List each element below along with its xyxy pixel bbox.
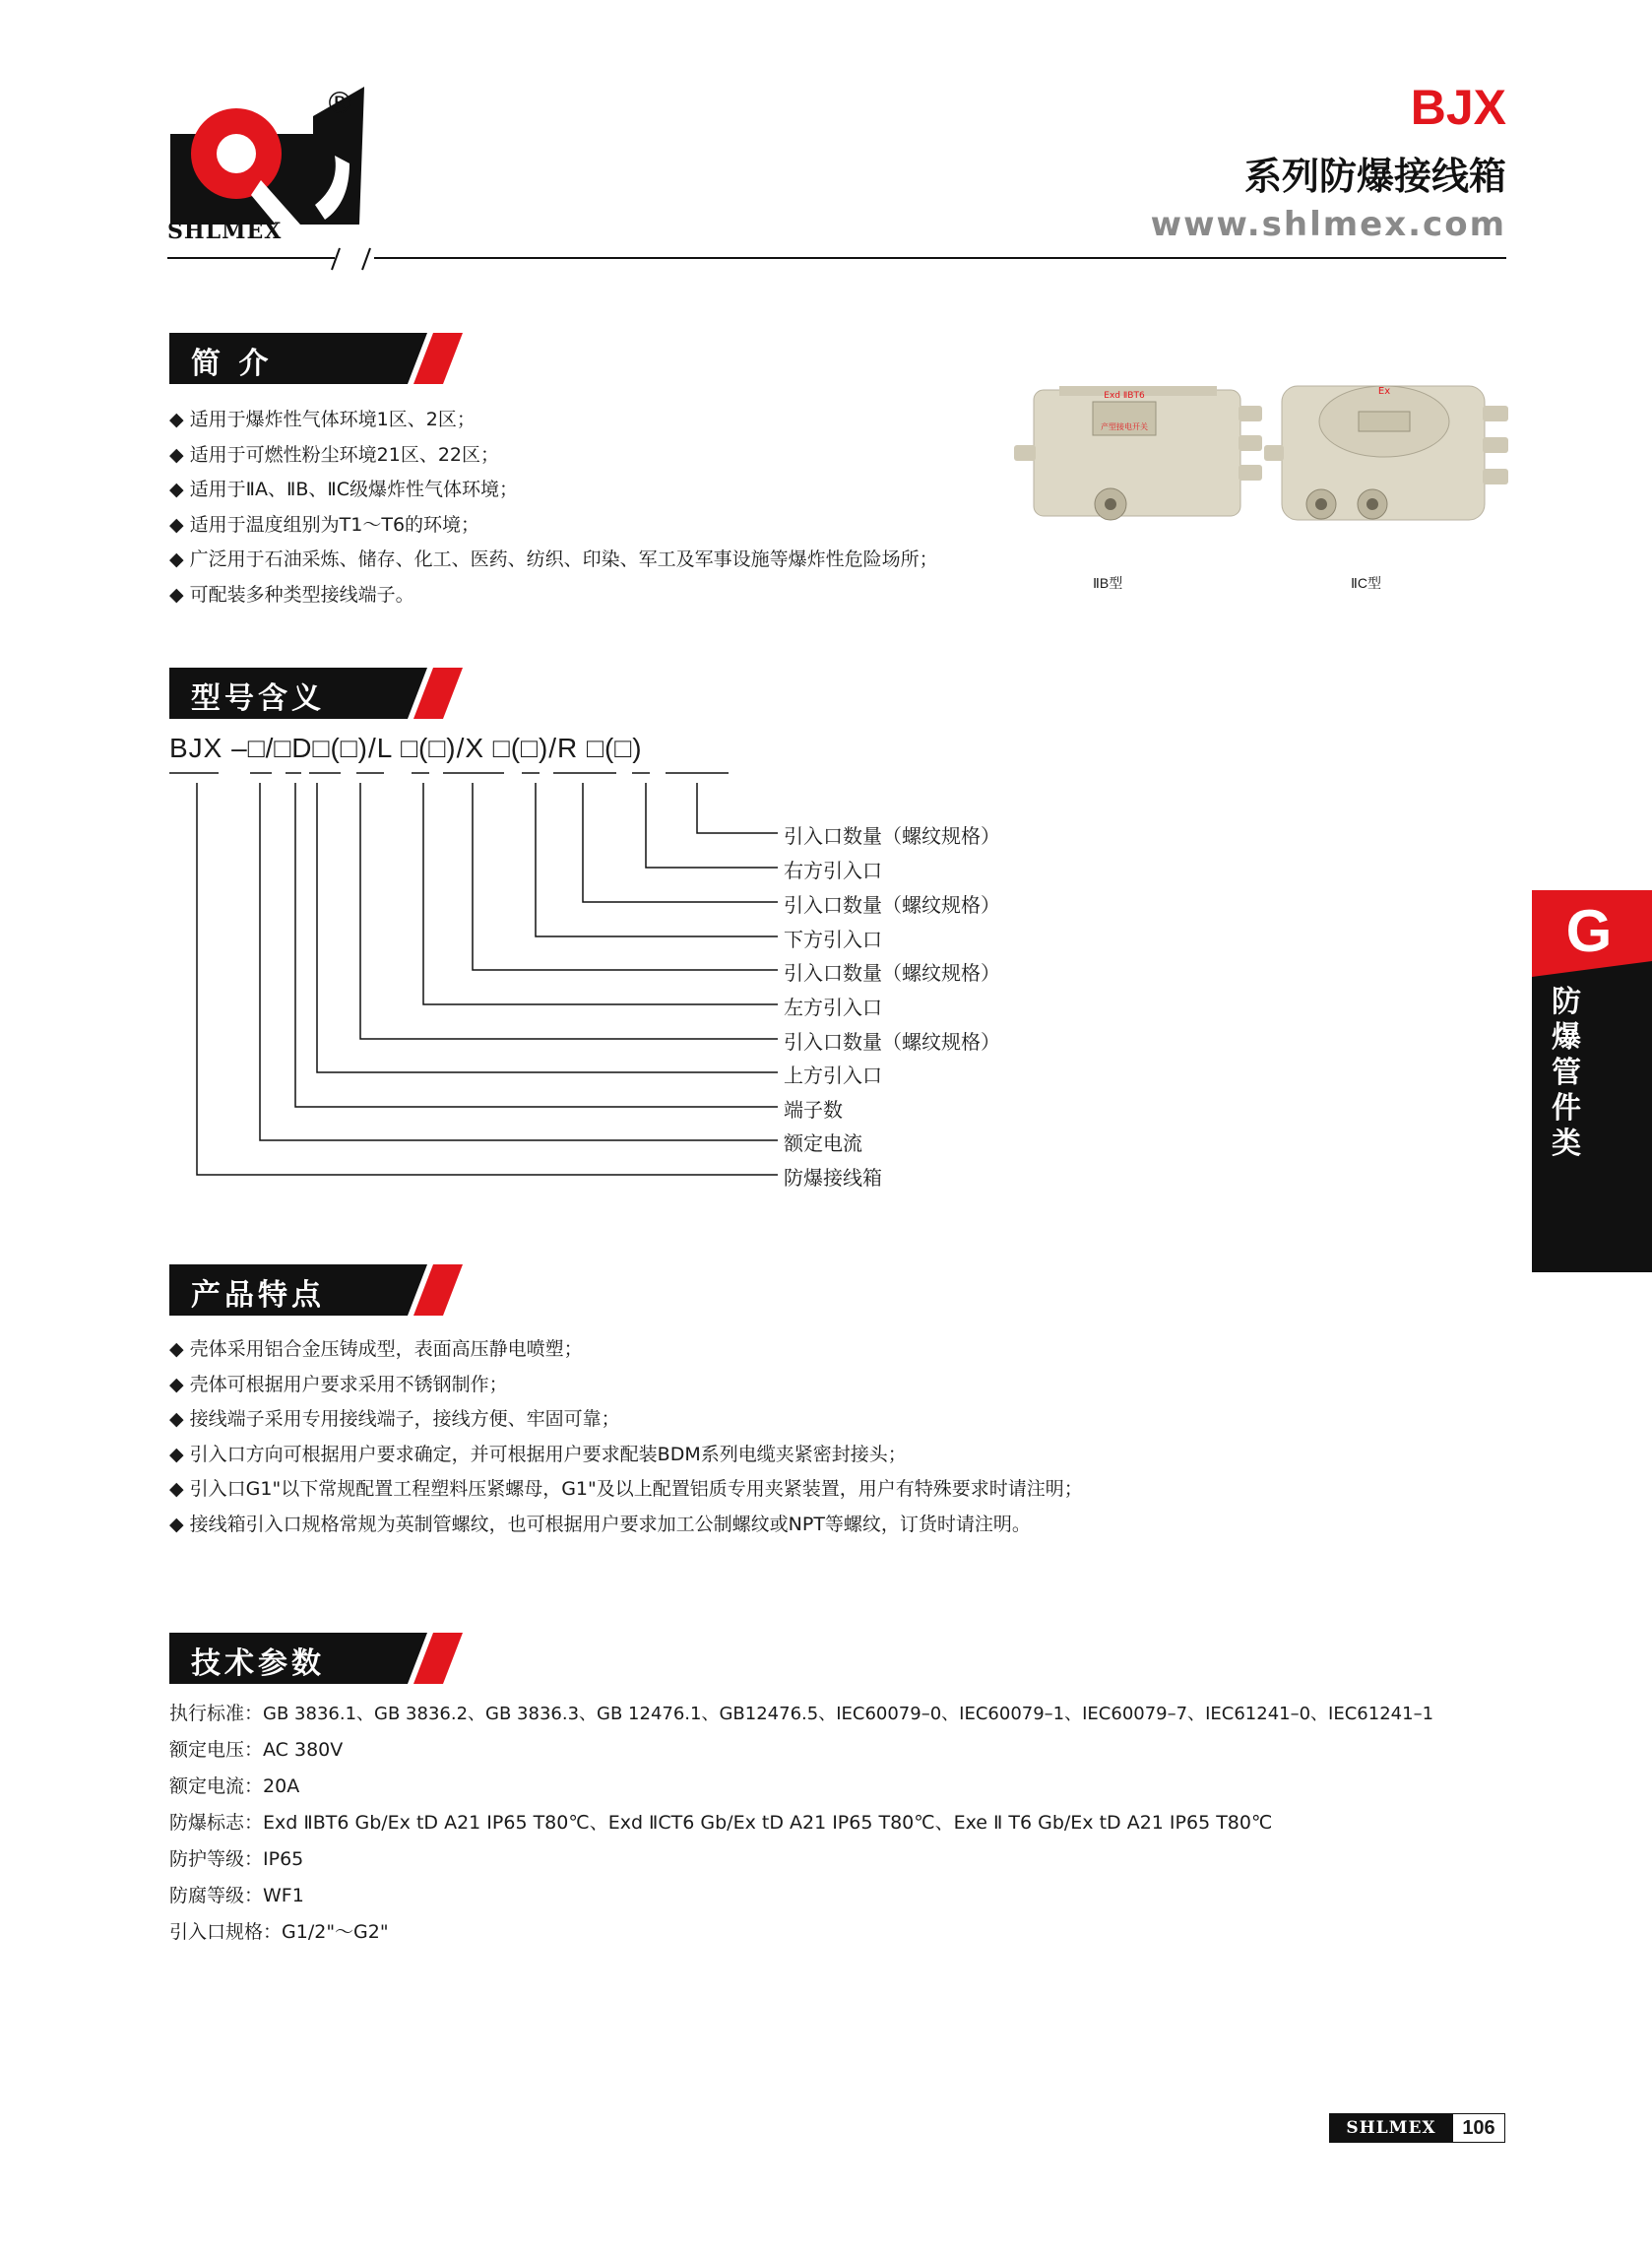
section-title: 简 介 bbox=[191, 347, 273, 381]
spec-key: 执行标准： bbox=[169, 1703, 264, 1724]
section-title: 型号含义 bbox=[191, 681, 325, 716]
product-title: 系列防爆接线箱 bbox=[1243, 155, 1506, 198]
spec-key: 额定电压： bbox=[169, 1739, 264, 1761]
list-item: ◆ 适用于可燃性粉尘环境21区、22区； bbox=[169, 438, 938, 474]
model-label: 端子数 bbox=[784, 1098, 843, 1122]
list-item: ◆ 引入口方向可根据用户要求确定，并可根据用户要求配装BDM系列电缆夹紧密封接头； bbox=[169, 1438, 1083, 1473]
list-item: ◆ 适用于爆炸性气体环境1区、2区； bbox=[169, 403, 938, 438]
product-code: BJX bbox=[1410, 80, 1506, 135]
photo-caption: ⅡC型 bbox=[1351, 575, 1382, 591]
spec-value: 20A bbox=[263, 1775, 300, 1797]
spec-key: 防腐等级： bbox=[169, 1885, 264, 1906]
model-diagram-lines bbox=[0, 0, 1083, 1201]
spec-row bbox=[169, 1732, 1433, 1769]
side-tab-char: 类 bbox=[1552, 1127, 1581, 1161]
side-tab-letter-block bbox=[1532, 890, 1652, 981]
list-item: ◆ 壳体采用铝合金压铸成型，表面高压静电喷塑； bbox=[169, 1332, 1083, 1368]
list-item: ◆ 适用于温度组别为T1～T6的环境； bbox=[169, 508, 938, 544]
model-code: BJX –□/□D□(□)/L □(□)/X □(□)/R □(□) bbox=[169, 733, 643, 763]
model-label: 引入口数量（螺纹规格） bbox=[784, 824, 1000, 848]
list-item: ◆ 接线端子采用专用接线端子，接线方便、牢固可靠； bbox=[169, 1402, 1083, 1438]
spec-row bbox=[169, 1769, 1433, 1805]
page-number: 106 bbox=[1453, 2113, 1505, 2143]
footer-brand: SHLMEX bbox=[1329, 2113, 1453, 2143]
feature-bullets bbox=[169, 1332, 1083, 1542]
page-footer bbox=[1329, 2113, 1506, 2143]
logo-wordmark: SHLMEX bbox=[167, 219, 283, 244]
section-header-specs bbox=[169, 1633, 465, 1684]
spec-row bbox=[169, 1878, 1433, 1914]
side-tab-char: 件 bbox=[1552, 1091, 1581, 1126]
list-item: ◆ 引入口G1"以下常规配置工程塑料压紧螺母，G1"及以上配置铝质专用夹紧装置，用户有特殊要求时请注明； bbox=[169, 1472, 1083, 1508]
list-item: ◆ 适用于ⅡA、ⅡB、ⅡC级爆炸性气体环境； bbox=[169, 473, 938, 508]
list-item: ◆ 广泛用于石油采炼、储存、化工、医药、纺织、印染、军工及军事设施等爆炸性危险场所； bbox=[169, 543, 938, 578]
list-item: ◆ 接线箱引入口规格常规为英制管螺纹，也可根据用户要求加工公制螺纹或NPT等螺纹，订货时请注明。 bbox=[169, 1508, 1083, 1543]
model-label: 左方引入口 bbox=[784, 996, 882, 1019]
registered-mark: ® bbox=[325, 87, 354, 121]
section-title: 技术参数 bbox=[191, 1646, 325, 1681]
spec-row bbox=[169, 1841, 1433, 1878]
spec-key: 防爆标志： bbox=[169, 1812, 264, 1834]
spec-value: Exd ⅡBT6 Gb/Ex tD A21 IP65 T80℃、Exd ⅡCT6 Gb/Ex tD A21 IP65 T80℃、Exe Ⅱ T6 Gb/Ex tD A21 IP65 T80℃ bbox=[263, 1812, 1273, 1834]
section-header-features bbox=[169, 1264, 465, 1316]
list-item: ◆ 可配装多种类型接线端子。 bbox=[169, 578, 938, 613]
website-url: www.shlmex.com bbox=[1150, 205, 1506, 244]
photo-caption: ⅡB型 bbox=[1093, 575, 1123, 591]
list-item: ◆ 壳体可根据用户要求采用不锈钢制作； bbox=[169, 1368, 1083, 1403]
model-label: 引入口数量（螺纹规格） bbox=[784, 1030, 1000, 1054]
model-label: 右方引入口 bbox=[784, 859, 882, 882]
section-title: 产品特点 bbox=[191, 1278, 325, 1313]
plate-text: Ex bbox=[1377, 386, 1391, 397]
spec-value: G1/2"～G2" bbox=[282, 1921, 389, 1943]
plate-subtext: 产型接电开关 bbox=[1101, 422, 1148, 431]
model-label: 下方引入口 bbox=[784, 928, 882, 951]
spec-value: GB 3836.1、GB 3836.2、GB 3836.3、GB 12476.1、GB12476.5、IEC60079–0、IEC60079–1、IEC60079–7、IEC61241–0、IEC61241–1 bbox=[263, 1704, 1434, 1724]
model-label: 引入口数量（螺纹规格） bbox=[784, 961, 1000, 985]
side-tab-char: 管 bbox=[1552, 1056, 1581, 1090]
spec-value: WF1 bbox=[263, 1885, 304, 1906]
product-photo-iic bbox=[1264, 366, 1530, 563]
spec-row bbox=[169, 1696, 1433, 1732]
model-label: 引入口数量（螺纹规格） bbox=[784, 893, 1000, 917]
spec-row bbox=[169, 1805, 1433, 1841]
side-tab-char: 防 bbox=[1552, 985, 1581, 1019]
spec-value: AC 380V bbox=[263, 1739, 344, 1761]
spec-value: IP65 bbox=[263, 1848, 304, 1870]
spec-key: 引入口规格： bbox=[169, 1921, 283, 1943]
spec-list bbox=[169, 1696, 1433, 1951]
model-label: 额定电流 bbox=[784, 1131, 862, 1155]
side-tab-label bbox=[1532, 985, 1601, 1162]
spec-key: 防护等级： bbox=[169, 1848, 264, 1870]
spec-row bbox=[169, 1914, 1433, 1951]
plate-text: Exd ⅡBT6 bbox=[1104, 391, 1145, 401]
model-label: 上方引入口 bbox=[784, 1064, 882, 1087]
spec-key: 额定电流： bbox=[169, 1775, 264, 1797]
model-label: 防爆接线箱 bbox=[784, 1166, 882, 1190]
side-tab-letter: G bbox=[1565, 898, 1613, 964]
side-tab-char: 爆 bbox=[1552, 1020, 1581, 1055]
